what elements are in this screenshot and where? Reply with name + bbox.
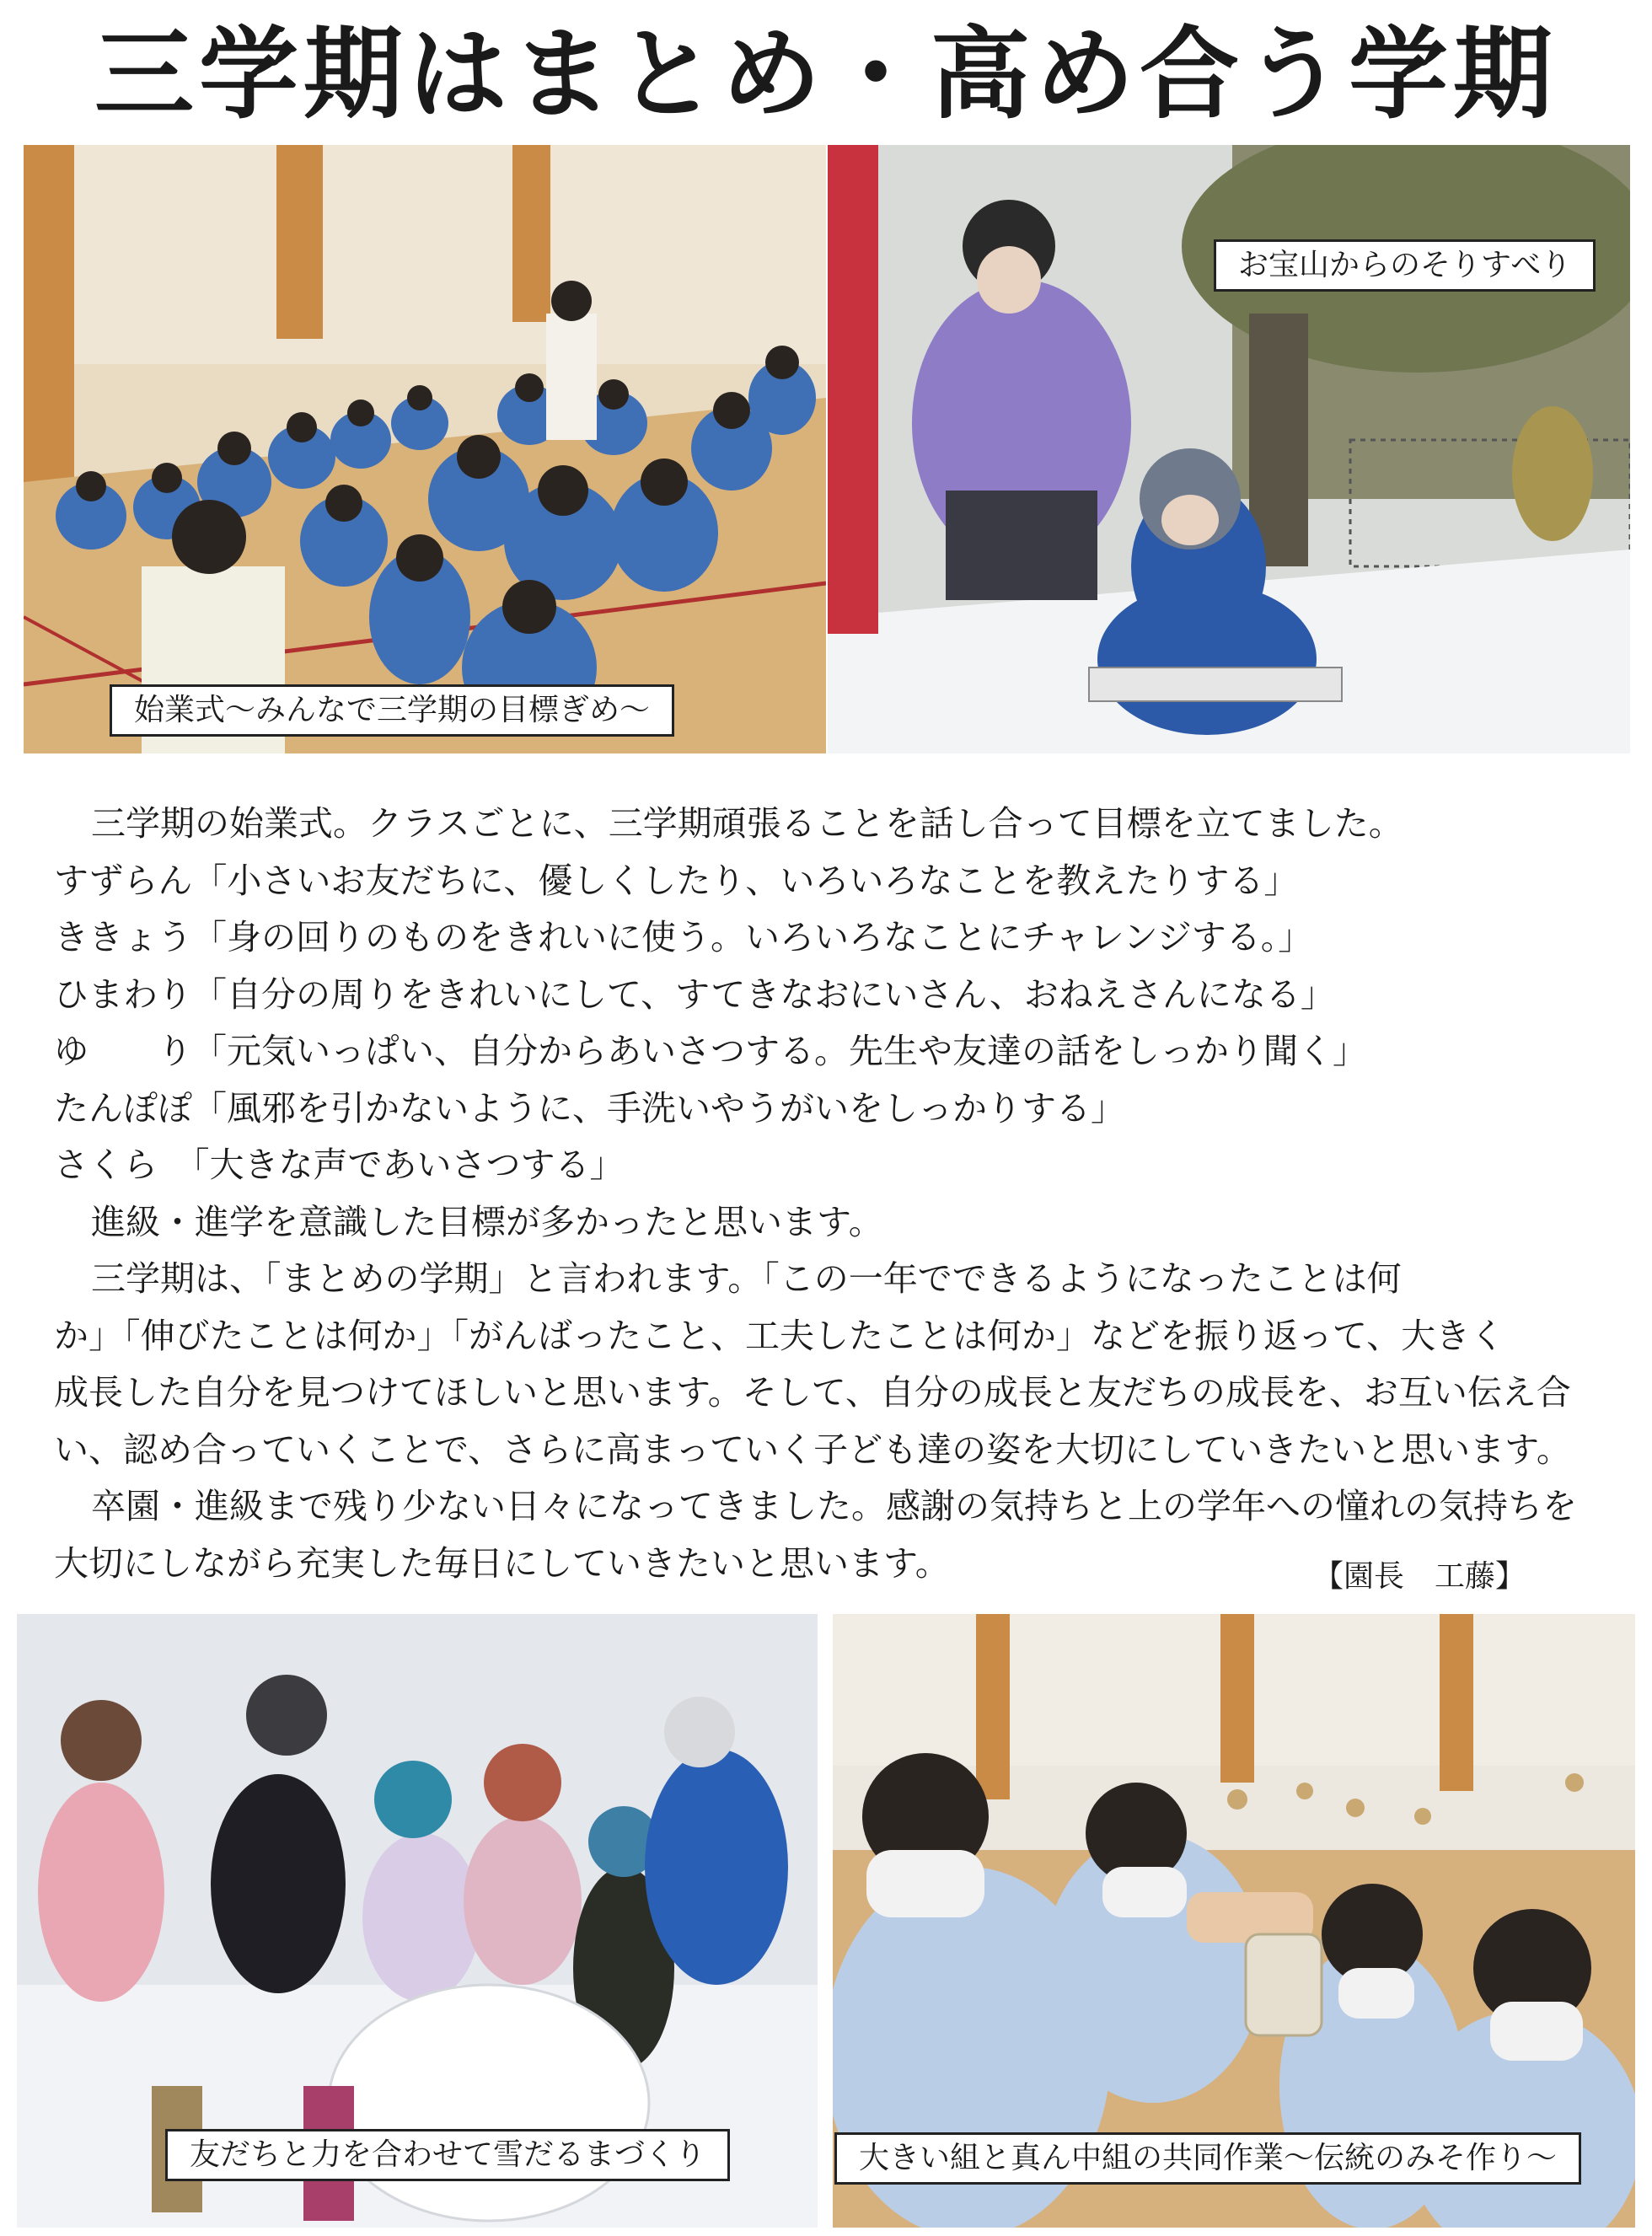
page-title: 三学期はまとめ・高め合う学期: [94, 16, 1558, 132]
opening-ceremony-image: [24, 145, 826, 753]
article-line: ゆ り「元気いっぱい、自分からあいさつする。先生や友達の話をしっかり聞く」: [54, 1031, 1367, 1071]
caption-opening-ceremony: 始業式～みんなで三学期の目標ぎめ～: [110, 684, 674, 737]
article-line: 卒園・進級まで残り少ない日々になってきました。感謝の気持ちと上の学年への憧れの気持ちを: [91, 1486, 1577, 1526]
signature: 【園長 工藤】: [1312, 1559, 1526, 1594]
article-line: ききょう「身の回りのものをきれいに使う。いろいろなことにチャレンジする。」: [54, 917, 1313, 957]
article-line: か」「伸びたことは何か」「がんばったこと、工夫したことは何か」などを振り返って、大きく: [54, 1315, 1505, 1356]
article-line: すずらん「小さいお友だちに、優しくしたり、いろいろなことを教えたりする」: [54, 860, 1299, 901]
caption-snowman: 友だちと力を合わせて雪だるまづくり: [165, 2129, 730, 2181]
photo-sledding: [828, 145, 1630, 753]
sledding-image: [828, 145, 1630, 753]
article-line: 三学期は、「まとめの学期」と言われます。「この一年でできるようになったことは何: [91, 1258, 1402, 1299]
article-line: 三学期の始業式。クラスごとに、三学期頑張ることを話し合って目標を立てました。: [91, 803, 1403, 844]
article-line: ひまわり「自分の周りをきれいにして、すてきなおにいさん、おねえさんになる」: [54, 973, 1335, 1015]
article-line: い、認め合っていくことで、さらに高まっていく子ども達の姿を大切にしていきたいと思います。: [54, 1429, 1571, 1470]
photo-opening-ceremony: [24, 145, 826, 753]
caption-miso-making: 大きい組と真ん中組の共同作業～伝統のみそ作り～: [834, 2132, 1581, 2185]
article-body: [54, 796, 1622, 1592]
article-line: さくら 「大きな声であいさつする」: [54, 1145, 625, 1185]
article-line: 大切にしながら充実した毎日にしていきたいと思います。: [54, 1542, 950, 1584]
article-line: 成長した自分を見つけてほしいと思います。そして、自分の成長と友だちの成長を、お互い伝え合: [54, 1372, 1571, 1413]
caption-sledding: お宝山からのそりすべり: [1214, 239, 1596, 292]
article-line: たんぽぽ「風邪を引かないように、手洗いやうがいをしっかりする」: [54, 1087, 1125, 1129]
article-line: 進級・進学を意識した目標が多かったと思います。: [91, 1201, 883, 1242]
